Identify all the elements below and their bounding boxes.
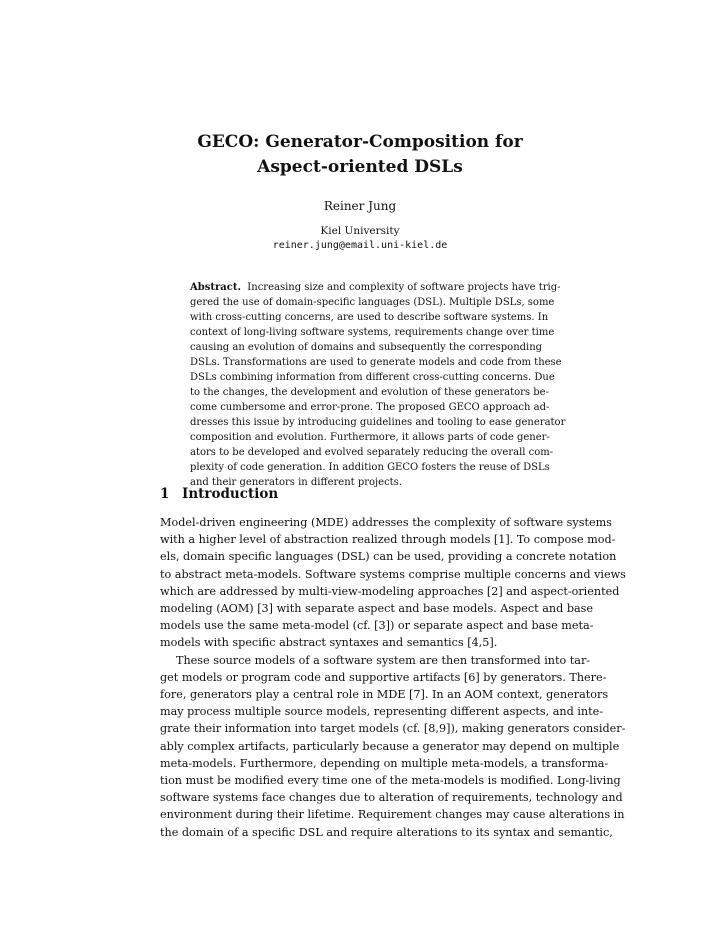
abstract-line: composition and evolution. Furthermore, it allows parts of code gener- <box>190 432 550 443</box>
body-line: grate their information into target models (cf. [8,9]), making generators consider- <box>160 722 626 736</box>
abstract-line: ators to be developed and evolved separately reducing the overall com- <box>190 447 554 458</box>
abstract-label: Abstract. <box>190 282 241 293</box>
abstract-line: dresses this issue by introducing guidelines and tooling to ease generator <box>190 417 566 428</box>
body-line: meta-models. Furthermore, depending on multiple meta-models, a transforma- <box>160 756 609 770</box>
body-line: which are addressed by multi-view-modeling approaches [2] and aspect-oriented <box>160 584 620 598</box>
author-affiliation: Kiel University <box>320 225 400 237</box>
abstract-line: context of long-living software systems, requirements change over time <box>190 327 555 338</box>
title-line: Aspect-oriented DSLs <box>257 157 463 177</box>
abstract-line <box>190 280 561 295</box>
abstract <box>190 280 566 490</box>
body-line: These source models of a software system are then transformed into tar- <box>176 653 591 667</box>
section-heading <box>160 485 278 503</box>
body-line: tion must be modified every time one of the meta-models is modified. Long-living <box>160 774 621 788</box>
body-line: the domain of a specific DSL and require alterations to its syntax and semantic, <box>160 825 613 839</box>
title-line: GECO: Generator-Composition for <box>197 132 523 152</box>
body-line: get models or program code and supportive artifacts [6] by generators. There- <box>160 670 607 684</box>
body-text <box>160 514 626 841</box>
body-line: fore, generators play a central role in MDE [7]. In an AOM context, generators <box>160 688 609 702</box>
abstract-line: with cross-cutting concerns, are used to describe software systems. In <box>190 312 549 323</box>
abstract-line: plexity of code generation. In addition GECO fosters the reuse of DSLs <box>190 462 550 473</box>
body-line: Model-driven engineering (MDE) addresses the complexity of software systems <box>160 516 612 529</box>
body-line: may process multiple source models, representing different aspects, and inte- <box>160 705 604 719</box>
body-line: ably complex artifacts, particularly because a generator may depend on multiple <box>160 739 620 753</box>
author-email: reiner.jung@email.uni-kiel.de <box>272 240 448 251</box>
body-line: modeling (AOM) [3] with separate aspect and base models. Aspect and base <box>160 602 594 616</box>
abstract-line: DSLs combining information from different cross-cutting concerns. Due <box>190 372 555 383</box>
body-line: models use the same meta-model (cf. [3]) or separate aspect and base meta- <box>160 619 594 633</box>
section-number: 1 <box>160 486 170 502</box>
abstract-line-text: Increasing size and complexity of software projects have trig- <box>247 282 561 293</box>
body-line: with a higher level of abstraction realized through models [1]. To compose mod- <box>160 533 616 547</box>
abstract-line: DSLs. Transformations are used to generate models and code from these <box>190 357 562 368</box>
author-name: Reiner Jung <box>323 199 397 213</box>
abstract-line: causing an evolution of domains and subsequently the corresponding <box>190 342 543 353</box>
body-line: els, domain specific languages (DSL) can be used, providing a concrete notation <box>160 550 617 564</box>
abstract-line: and their generators in different projects. <box>190 477 402 488</box>
abstract-line: to the changes, the development and evolution of these generators be- <box>190 387 549 398</box>
abstract-line: gered the use of domain-specific languages (DSL). Multiple DSLs, some <box>190 297 555 308</box>
body-line: environment during their lifetime. Requirement changes may cause alterations in <box>160 808 625 822</box>
body-line: to abstract meta-models. Software systems comprise multiple concerns and views <box>160 567 626 581</box>
section-title: Introduction <box>182 486 279 502</box>
body-line: models with specific abstract syntaxes and semantics [4,5]. <box>160 636 498 650</box>
body-line: software systems face changes due to alteration of requirements, technology and <box>160 791 623 805</box>
abstract-line: come cumbersome and error-prone. The proposed GECO approach ad- <box>190 402 550 413</box>
paper-title <box>0 130 720 180</box>
